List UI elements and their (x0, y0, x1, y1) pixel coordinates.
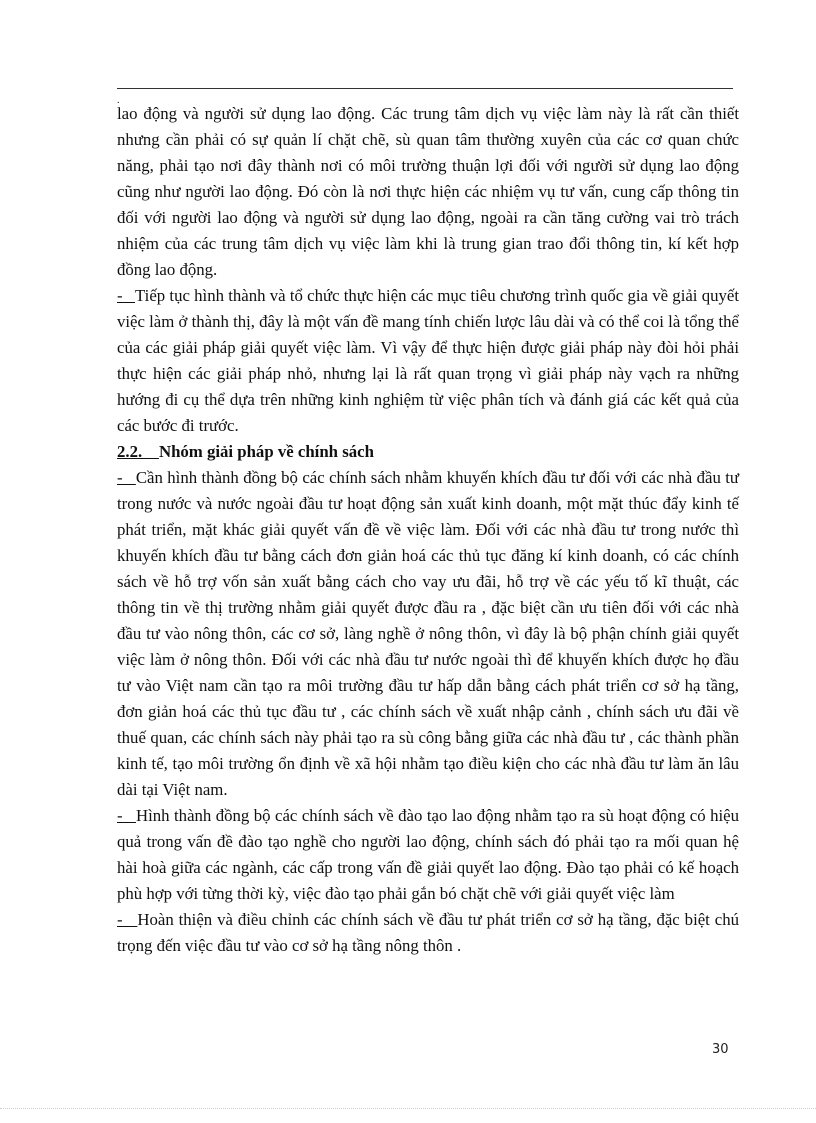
paragraph-continuation: lao động và người sử dụng lao động. Các trung tâm dịch vụ việc làm này là rất cần thiết nhưng cần phải có sự quản lí chặt chẽ, sù quan tâm thường xuyên của các cơ quan chức năng, phải tạo nơi đây thành nơi có môi trường thuận lợi đối với người sử dụng lao động cũng như người lao động. Đó còn là nơi thực hiện các nhiệm vụ tư vấn, cung cấp thông tin đối với người lao động và người sử dụng lao động, ngoài ra cần tăng cường vai trò trách nhiệm của các trung tâm dịch vụ việc làm khi là trung gian trao đổi thông tin, kí kết hợp đồng lao động. (117, 104, 739, 279)
paragraph-bullet (117, 465, 739, 803)
section-title: Nhóm giải pháp về chính sách (158, 442, 374, 461)
paragraph-text: Cần hình thành đồng bộ các chính sách nhằm khuyến khích đầu tư đối với các nhà đầu tư trong nước và nước ngoài đầu tư hoạt động sản xuất kinh doanh, một mặt thúc đẩy kinh tế phát triển, mặt khác giải quyết vấn đề về việc làm. Đối với các nhà đầu tư trong nước thì khuyến khích đầu tư bằng cách đơn giản hoá các thủ tục đăng kí kinh doanh, có các chính sách về hỗ trợ vốn sản xuất bằng cách cho vay ưu đãi, hỗ trợ về các yếu tố kĩ thuật, các thông tin về thị trường nhằm giải quyết được đầu ra , đặc biệt cần ưu tiên đối với các nhà đầu tư vào nông thôn, các cơ sở, làng nghề ở nông thôn, vì đây là bộ phận chính giải quyết việc làm ở nông thôn. Đối với các nhà đầu tư nước ngoài thì để khuyến khích được họ đầu tư vào Việt nam cần tạo ra môi trường đầu tư hấp dẫn bằng cách phát triển cơ sở hạ tầng, đơn giản hoá các thủ tục đầu tư , các chính sách về xuất nhập cảnh , chính sách ưu đãi về thuế quan, các chính sách này phải tạo ra sù công bằng giữa các nhà đầu tư , các thành phần kinh tế, tạo môi trường ổn định về xã hội nhằm tạo điều kiện cho các nhà đầu tư làm ăn lâu dài tại Việt nam. (117, 468, 739, 799)
header-marker: . (117, 95, 120, 106)
page-body (117, 101, 739, 959)
footer-divider (0, 1108, 816, 1109)
bullet-dash: - (117, 910, 138, 929)
paragraph-bullet (117, 803, 739, 907)
paragraph-bullet (117, 907, 739, 959)
section-heading (117, 439, 739, 465)
page-number: 30 (712, 1042, 729, 1057)
bullet-dash: - (117, 468, 136, 487)
paragraph-text: Hoàn thiện và điều chỉnh các chính sách về đầu tư phát triển cơ sở hạ tầng, đặc biệt chú trọng đến việc đầu tư vào cơ sở hạ tầng nông thôn . (117, 910, 739, 955)
bullet-dash: - (117, 806, 136, 825)
paragraph-bullet (117, 283, 739, 439)
paragraph-text: Hình thành đồng bộ các chính sách về đào tạo lao động nhằm tạo ra sù hoạt động có hiệu quả trong vấn đề đào tạo nghề cho người lao động, chính sách đó phải tạo ra mối quan hệ hài hoà giữa các ngành, các cấp trong vấn đề giải quyết lao động. Đào tạo phải có kế hoạch phù hợp với từng thời kỳ, việc đào tạo phải gắn bó chặt chẽ với giải quyết việc làm (117, 806, 739, 903)
header-rule (117, 88, 733, 89)
bullet-dash: - (117, 286, 136, 305)
section-number: 2.2. (117, 442, 159, 461)
paragraph-text: Tiếp tục hình thành và tổ chức thực hiện các mục tiêu chương trình quốc gia về giải quyết việc làm ở thành thị, đây là một vấn đề mang tính chiến lược lâu dài và có thể coi là tổng thể của các giải pháp giải quyết việc làm. Vì vậy để thực hiện được giải pháp này đòi hỏi phải thực hiện các giải pháp nhỏ, nhưng lại là rất quan trọng vì giải pháp này vạch ra những hướng đi cụ thể dựa trên những kinh nghiệm từ việc phân tích và đánh giá các kết quả của các bước đi trước. (117, 286, 739, 435)
